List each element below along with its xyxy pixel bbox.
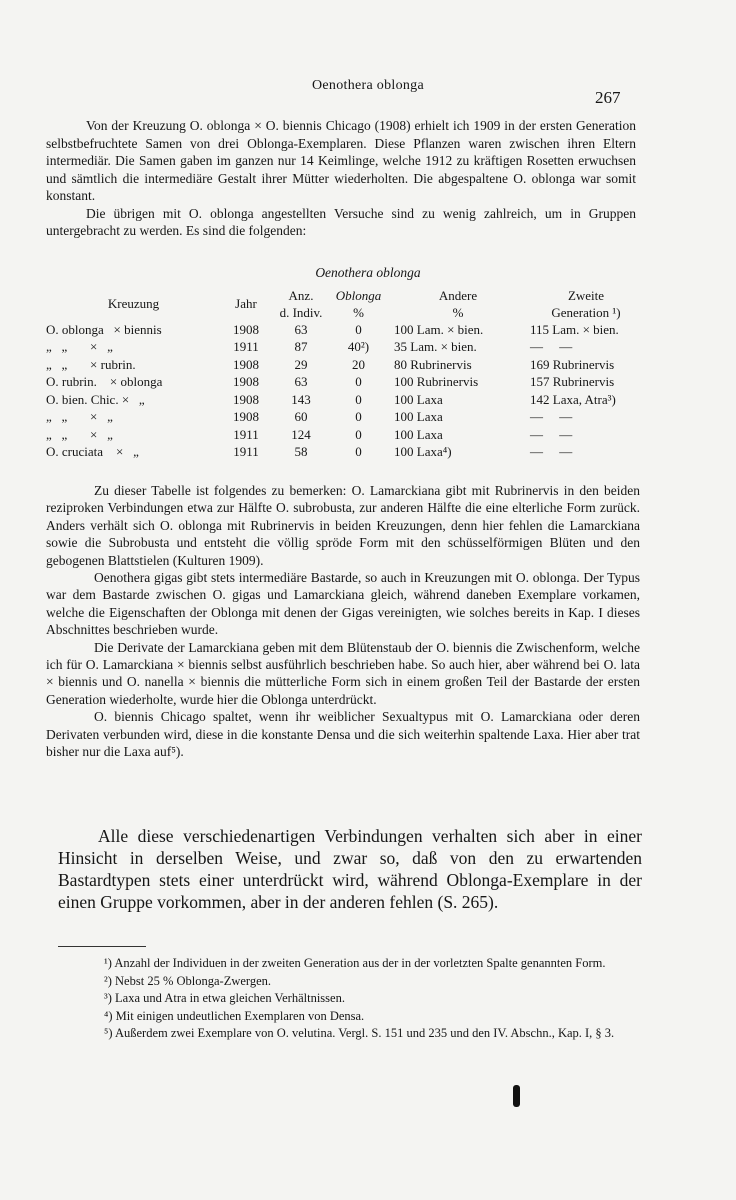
table-cell-zweite: — — [530, 409, 573, 425]
footnote: ⁵) Außerdem zwei Exemplare von O. velutina. Vergl. S. 151 und 235 und den IV. Abschn., Kap. I, § 3. [104, 1026, 615, 1040]
table-row [46, 444, 642, 462]
table-header-row [46, 286, 642, 304]
table-cell-andere: 100 Rubrinervis [394, 374, 479, 390]
table-cell-andere: 35 Lam. × bien. [394, 339, 477, 355]
table-cell-zweite: — — [530, 444, 573, 460]
table-cell-kreuzung: „ „ × rubrin. [46, 356, 136, 372]
table-cell-zweite: — — [530, 339, 573, 355]
table-cell-jahr: 1908 [233, 356, 259, 372]
table-cell-zweite: 157 Rubrinervis [530, 374, 615, 390]
table-cell-andere: 100 Laxa [394, 426, 443, 442]
table-cell-andere: 100 Lam. × bien. [394, 321, 484, 337]
header-oblonga-sub: % [353, 305, 364, 320]
table-cell-oblonga: 0 [355, 409, 362, 425]
table-cell-kreuzung: O. oblonga × biennis [46, 321, 162, 337]
table-row [46, 409, 642, 427]
body-paragraph: O. biennis Chicago spaltet, wenn ihr weiblicher Sexualtypus mit O. Lamarckiana oder deren Derivaten verbunden wird, diese in die konstante Densa und die sich weiterhin spaltende Laxa. Hier aber trat bisher nur die Laxa auf⁵). [46, 709, 640, 760]
table-cell-anz: 87 [294, 339, 308, 355]
table-row [46, 391, 642, 409]
table-cell-jahr: 1908 [233, 409, 259, 425]
table-cell-oblonga: 20 [352, 356, 365, 372]
body-paragraph: Die Derivate der Lamarckiana geben mit dem Blütenstaub der O. biennis die Zwischenform, welche ich für O. Lamarckiana × biennis selbst ausführlich beschrieben habe. So auch hier, aber während bei O. lata × biennis und O. nanella × biennis die mütterliche Form sich in einem großen Teil der Bastarde der ersten Generation wiederholte, wurde hier die Oblonga unterdrückt. [46, 639, 640, 707]
table-row [46, 374, 642, 392]
intro-paragraph: Von der Kreuzung O. oblonga × O. biennis Chicago (1908) erhielt ich 1909 in der ersten Generation selbstbefruchtete Samen von drei Oblonga-Exemplaren. Diese Pflanzen waren zwischen ihren Eltern intermediär. Die Samen gaben im ganzen nur 14 Keimlinge, welche 1912 zu kräftigen Rosetten erwuchsen und sämtlich die intermediäre Gestalt ihrer Mütter wiederholten. Die abgespaltene O. oblonga war somit konstant. [46, 118, 636, 203]
table-cell-kreuzung: „ „ × „ [46, 426, 113, 442]
footnote: ²) Nebst 25 % Oblonga-Zwergen. [104, 973, 272, 988]
table-cell-oblonga: 0 [355, 391, 362, 407]
table-cell-anz: 63 [294, 374, 308, 390]
footnotes [58, 955, 642, 1043]
table-cell-andere: 100 Laxa [394, 391, 443, 407]
table-cell-kreuzung: O. cruciata × „ [46, 444, 139, 460]
header-anz-sub: d. Indiv. [279, 305, 323, 320]
table-cell-jahr: 1911 [233, 426, 259, 442]
summary-section [58, 825, 642, 913]
footnote: ³) Laxa und Atra in etwa gleichen Verhältnissen. [104, 991, 345, 1005]
table-cell-oblonga: 0 [355, 426, 362, 442]
intro-section [46, 117, 636, 240]
crossing-table [46, 286, 642, 461]
header-jahr: Jahr [235, 296, 257, 311]
footnote-divider [58, 946, 146, 947]
table-cell-andere: 100 Laxa [394, 409, 443, 425]
table-cell-jahr: 1911 [233, 339, 259, 355]
table-cell-oblonga: 0 [355, 374, 362, 390]
body-paragraph: Oenothera gigas gibt stets intermediäre Bastarde, so auch in Kreuzungen mit O. oblonga. Der Typus war dem Bastarde zwischen O. gigas und Lamarckiana gleich, während daneben Exemplare vorkamen, welche die Eigenschaften der Oblonga mit denen der Gigas vereinigten, wie solches bereits in Kap. I dieses Abschnittes beschrieben wurde. [46, 570, 640, 638]
table-cell-jahr: 1908 [233, 391, 259, 407]
table-cell-anz: 60 [294, 409, 308, 425]
table-cell-jahr: 1908 [233, 321, 259, 337]
table-body [46, 321, 642, 461]
table-cell-anz: 29 [294, 356, 308, 372]
table-cell-anz: 124 [291, 426, 311, 442]
footnote: ⁴) Mit einigen undeutlichen Exemplaren von Densa. [104, 1008, 365, 1023]
table-cell-oblonga: 0 [355, 321, 362, 337]
table-cell-oblonga: 40²) [347, 339, 370, 355]
header-andere: Andere [438, 287, 478, 303]
table-cell-anz: 63 [294, 321, 308, 337]
table-cell-zweite: — — [530, 426, 573, 442]
page-number: 267 [595, 88, 621, 107]
header-zweite-sub: Generation ¹) [551, 305, 621, 320]
intro-paragraph: Die übrigen mit O. oblonga angestellten Versuche sind zu wenig zahlreich, um in Gruppen untergebracht zu werden. Es sind die folgenden: [46, 205, 636, 238]
header-andere-sub: % [452, 305, 464, 320]
header-kreuzung: Kreuzung [107, 296, 160, 311]
running-title: Oenothera oblonga [311, 78, 424, 93]
table-row [46, 339, 642, 357]
ink-mark [513, 1085, 520, 1107]
table-cell-andere: 100 Laxa⁴) [394, 444, 452, 460]
footnote: ¹) Anzahl der Individuen in der zweiten Generation aus der in der vorletzten Spalte genannten Form. [104, 956, 606, 970]
table-cell-zweite: 142 Laxa, Atra³) [530, 391, 616, 407]
body-paragraph: Zu dieser Tabelle ist folgendes zu bemerken: O. Lamarckiana gibt mit Rubrinervis in den beiden reziproken Verbindungen etwa zur Hälfte O. subrobusta, zur anderen Hälfte die eine elterliche Form zurück. Anders verhält sich O. oblonga mit Rubrinervis in beiden Kreuzungen, denn hier fehlen die Lamarckiana sowie die Subrobusta und entsteht die völlig spröde Form mit den schüsselförmigen Blüten und den gebogenen Blattstielen (Kulturen 1909). [46, 483, 640, 568]
table-row [46, 426, 642, 444]
table-cell-anz: 58 [294, 444, 308, 460]
table-row [46, 321, 642, 339]
table-cell-zweite: 115 Lam. × bien. [530, 321, 619, 337]
table-cell-zweite: 169 Rubrinervis [530, 356, 615, 372]
header-oblonga: Oblonga [335, 287, 382, 303]
discussion-section [46, 482, 640, 761]
table-cell-anz: 143 [291, 391, 311, 407]
table-cell-jahr: 1908 [233, 374, 259, 390]
table-cell-andere: 80 Rubrinervis [394, 356, 472, 372]
header-anz: Anz. [288, 287, 314, 303]
header-zweite: Zweite [567, 287, 605, 303]
table-cell-kreuzung: „ „ × „ [46, 409, 113, 425]
table-cell-kreuzung: „ „ × „ [46, 339, 113, 355]
table-cell-kreuzung: O. rubrin. × oblonga [46, 374, 163, 390]
table-cell-oblonga: 0 [355, 444, 362, 460]
summary-paragraph: Alle diese verschiedenartigen Verbindungen verhalten sich aber in einer Hinsicht in derselben Weise, und zwar so, daß von den zu erwartenden Bastardtypen stets einer unterdrückt wird, während Oblonga-Exemplare in der einen Gruppe vorkommen, aber in der anderen fehlen (S. 265). [58, 826, 642, 912]
table-row [46, 356, 642, 374]
table-title: Oenothera oblonga [315, 265, 421, 280]
table-cell-jahr: 1911 [233, 444, 259, 460]
table-cell-kreuzung: O. bien. Chic. × „ [46, 391, 145, 407]
